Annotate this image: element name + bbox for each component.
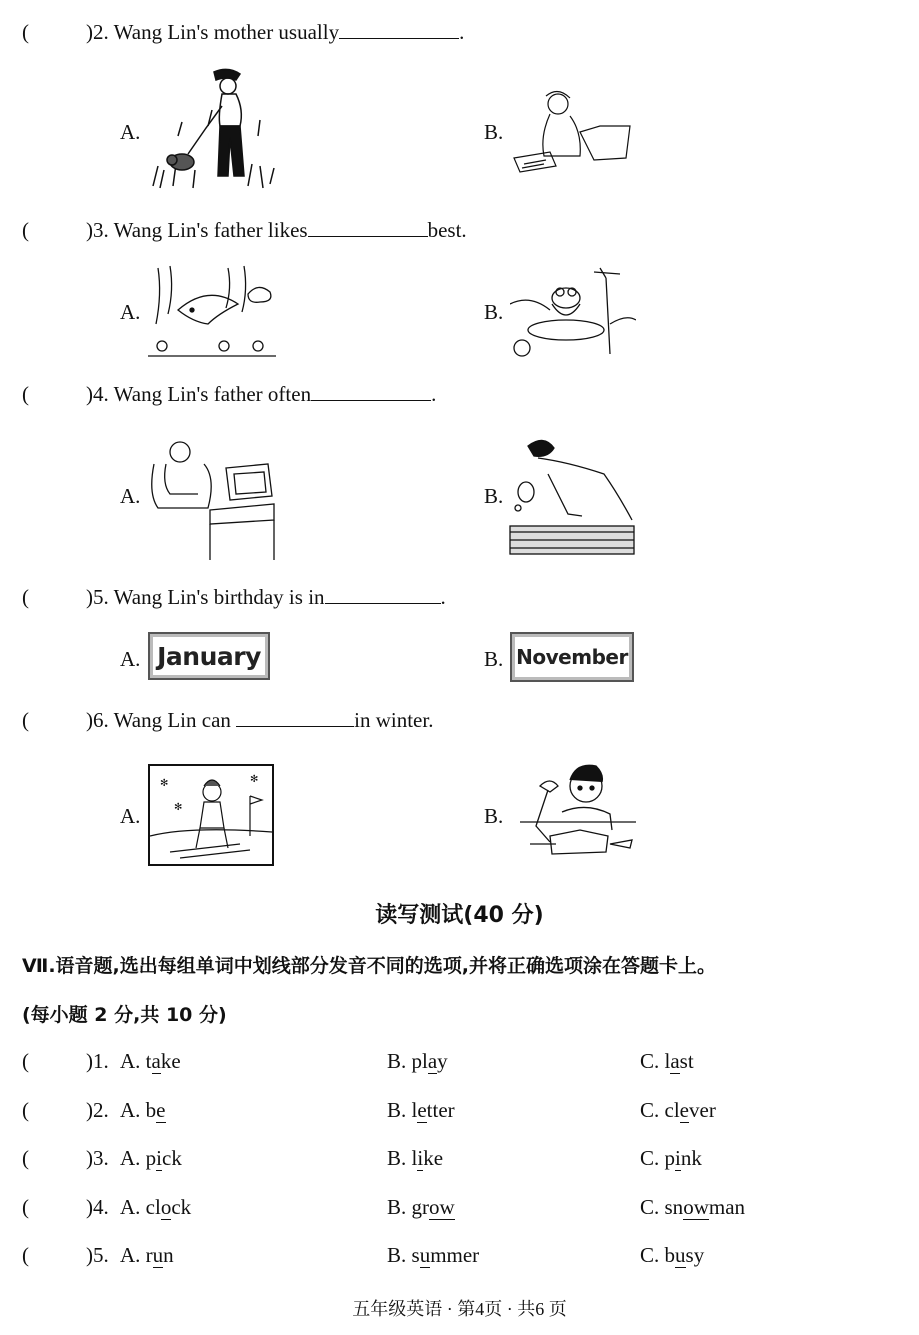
question-text-after: best. — [427, 218, 467, 242]
option-a-word[interactable] — [120, 1049, 181, 1074]
phonics-question-4 — [22, 1195, 109, 1220]
answer-paren[interactable]: ( — [22, 708, 29, 732]
option-b-label: B. — [484, 804, 504, 828]
january-card[interactable] — [148, 632, 270, 680]
word-prefix: C. sn — [640, 1195, 684, 1219]
man-playing-ping-pong-picture[interactable] — [508, 434, 636, 556]
word-suffix: ke — [160, 1049, 181, 1073]
word-suffix: n — [163, 1243, 174, 1267]
answer-paren[interactable]: ( — [22, 218, 29, 242]
question-number: )4. — [86, 382, 109, 406]
word-prefix: A. cl — [120, 1195, 161, 1219]
underlined-letters: u — [152, 1243, 164, 1267]
question-number: )2. — [86, 20, 109, 44]
question-3 — [22, 218, 467, 243]
underlined-letters: u — [675, 1243, 686, 1267]
phonics-question-2 — [22, 1098, 109, 1123]
question-text: Wang Lin's birthday is in — [113, 585, 325, 609]
question-text-after: . — [459, 20, 465, 44]
option-b-word[interactable] — [387, 1098, 455, 1123]
section-score-note: (每小题 2 分,共 10 分) — [22, 1004, 227, 1026]
word-suffix: nk — [680, 1146, 702, 1170]
answer-paren[interactable]: ( — [22, 20, 29, 44]
word-prefix: B. pl — [387, 1049, 428, 1073]
option-b-label: B. — [484, 484, 504, 508]
phonics-question-5 — [22, 1243, 109, 1268]
question-text-after: . — [431, 382, 437, 406]
section-instruction: Ⅶ.语音题,选出每组单词中划线部分发音不同的选项,并将正确选项涂在答题卡上。 — [22, 955, 716, 977]
november-card-text: November — [515, 637, 629, 677]
underlined-letters: i — [675, 1146, 681, 1170]
option-b-label: B. — [484, 120, 504, 144]
underlined-letters: ow — [683, 1195, 709, 1219]
question-number: )5. — [86, 1243, 109, 1267]
option-a-label: A. — [120, 484, 141, 508]
question-text: Wang Lin's father likes — [113, 218, 308, 242]
spring-bird-picture[interactable] — [148, 264, 276, 358]
phonics-question-1 — [22, 1049, 109, 1074]
option-a-word[interactable] — [120, 1195, 191, 1220]
word-suffix: st — [679, 1049, 694, 1073]
underlined-letters: a — [151, 1049, 161, 1073]
word-suffix: ck — [171, 1195, 192, 1219]
word-prefix: B. l — [387, 1098, 418, 1122]
svg-text:✻: ✻ — [174, 802, 183, 813]
answer-blank — [339, 20, 459, 39]
underlined-letters: i — [156, 1146, 163, 1170]
word-prefix: B. gr — [387, 1195, 429, 1219]
answer-blank — [311, 382, 431, 401]
underlined-letters: i — [417, 1146, 424, 1170]
question-number: )6. — [86, 708, 109, 732]
option-c-word[interactable] — [640, 1195, 745, 1220]
question-4 — [22, 382, 436, 407]
option-c-word[interactable] — [640, 1243, 704, 1268]
word-prefix: C. l — [640, 1049, 671, 1073]
underlined-letters: a — [670, 1049, 680, 1073]
woman-at-laptop-picture[interactable] — [510, 86, 635, 176]
answer-blank — [236, 708, 354, 727]
underlined-letters: o — [160, 1195, 172, 1219]
question-6 — [22, 708, 433, 733]
answer-blank — [308, 218, 428, 237]
question-2 — [22, 20, 464, 45]
option-a-word[interactable] — [120, 1243, 174, 1268]
word-suffix: ver — [689, 1098, 716, 1122]
underlined-letters: e — [679, 1098, 689, 1122]
word-suffix: mmer — [430, 1243, 480, 1267]
question-text: Wang Lin can — [113, 708, 231, 732]
underlined-letters: u — [419, 1243, 431, 1267]
answer-paren[interactable]: ( — [22, 382, 29, 406]
question-text-after: . — [440, 585, 446, 609]
phonics-question-3 — [22, 1146, 109, 1171]
question-text-after: in winter. — [354, 708, 434, 732]
option-a-label: A. — [120, 120, 141, 144]
word-suffix: man — [708, 1195, 746, 1219]
answer-paren[interactable]: ( — [22, 1243, 29, 1267]
word-suffix: sy — [685, 1243, 705, 1267]
word-prefix: A. b — [120, 1098, 157, 1122]
word-prefix: C. b — [640, 1243, 676, 1267]
option-a-label: A. — [120, 300, 141, 324]
svg-text:✻: ✻ — [160, 778, 169, 789]
question-5 — [22, 585, 446, 610]
answer-paren[interactable]: ( — [22, 585, 29, 609]
option-c-word[interactable] — [640, 1098, 716, 1123]
question-number: )2. — [86, 1098, 109, 1122]
frog-on-lily-pad-picture[interactable] — [510, 264, 636, 358]
question-text: Wang Lin's mother usually — [113, 20, 340, 44]
option-b-label: B. — [484, 647, 504, 671]
boy-doing-homework-picture[interactable] — [510, 756, 636, 868]
word-prefix: A. p — [120, 1146, 157, 1170]
word-suffix: y — [437, 1049, 448, 1073]
page-footer: 五年级英语 · 第4页 · 共6 页 — [352, 1299, 567, 1319]
option-b-word[interactable] — [387, 1195, 455, 1220]
option-b-label: B. — [484, 300, 504, 324]
option-c-word[interactable] — [640, 1049, 694, 1074]
section-title: 读写测试(40 分) — [375, 903, 544, 928]
underlined-letters: a — [427, 1049, 438, 1073]
option-a-label: A. — [120, 647, 141, 671]
question-number: )3. — [86, 218, 109, 242]
word-suffix: ck — [162, 1146, 182, 1170]
woman-walking-dog-picture[interactable] — [148, 66, 278, 194]
question-text: Wang Lin's father often — [113, 382, 312, 406]
option-c-word[interactable] — [640, 1146, 702, 1171]
svg-text:✻: ✻ — [250, 774, 259, 785]
word-prefix: B. s — [387, 1243, 420, 1267]
option-a-word[interactable] — [120, 1146, 182, 1171]
november-card[interactable] — [510, 632, 634, 682]
word-prefix: A. t — [120, 1049, 152, 1073]
underlined-letters: e — [417, 1098, 427, 1122]
question-number: )4. — [86, 1195, 109, 1219]
underlined-letters: ow — [429, 1195, 455, 1219]
answer-paren[interactable]: ( — [22, 1195, 29, 1219]
word-suffix: tter — [426, 1098, 455, 1122]
option-a-label: A. — [120, 804, 141, 828]
option-a-word[interactable] — [120, 1098, 166, 1123]
option-b-word[interactable] — [387, 1243, 479, 1268]
word-prefix: C. p — [640, 1146, 676, 1170]
option-b-word[interactable] — [387, 1049, 448, 1074]
word-prefix: C. cl — [640, 1098, 680, 1122]
answer-paren[interactable]: ( — [22, 1146, 29, 1170]
underlined-letters: e — [156, 1098, 166, 1122]
question-number: )5. — [86, 585, 109, 609]
answer-blank — [325, 585, 441, 604]
answer-paren[interactable]: ( — [22, 1049, 29, 1073]
question-number: )1. — [86, 1049, 109, 1073]
word-suffix: ke — [423, 1146, 444, 1170]
word-prefix: B. l — [387, 1146, 418, 1170]
answer-paren[interactable]: ( — [22, 1098, 29, 1122]
option-b-word[interactable] — [387, 1146, 443, 1171]
january-card-text: January — [153, 637, 265, 675]
child-skiing-picture[interactable] — [148, 764, 274, 866]
word-prefix: A. r — [120, 1243, 153, 1267]
question-number: )3. — [86, 1146, 109, 1170]
man-watching-tv-picture[interactable] — [148, 434, 276, 560]
